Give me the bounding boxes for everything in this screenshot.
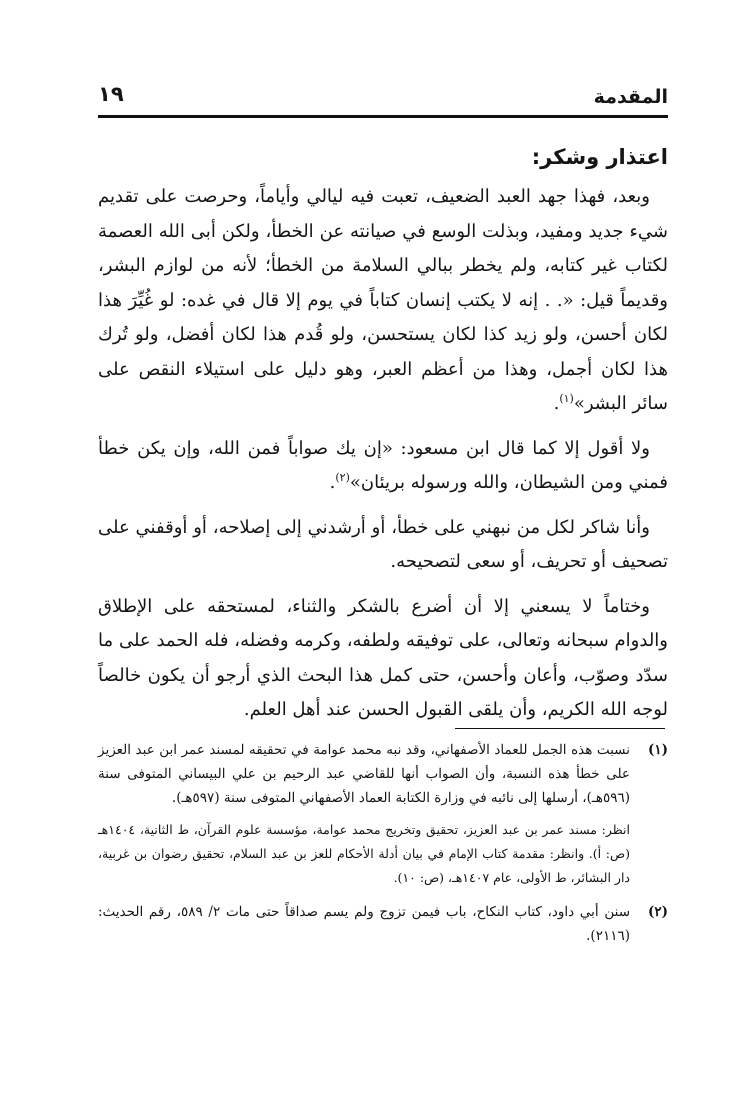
paragraph-end: . [553, 393, 560, 414]
footnote-body [98, 900, 630, 948]
header-divider [98, 115, 668, 118]
footnote-number: (١) [647, 742, 668, 758]
page-number: ١٩ [98, 82, 124, 106]
paragraph-end: . [329, 472, 336, 493]
paragraph: وختاماً لا يسعني إلا أن أضرع بالشكر والثناء، لمستحقه على الإطلاق والدوام سبحانه وتعالى، على توفيقه ولطفه، وكرمه وفضله، فله الحمد على ما سدّد وصوّب، وأعان وأحسن، حتى كمل هذا البحث الذي أرجو أن يكون خالصاً لوجه الله الكريم، وأن يلقى القبول الحسن عند أهل العلم. [98, 595, 668, 720]
footnote-divider [455, 728, 665, 729]
footnote-text: نسبت هذه الجمل للعماد الأصفهاني، وقد نبه محمد عوامة في تحقيقه لمسند عمر ابن عبد العزيز على خطأ هذه النسبة، وأن الصواب أنها للقاضي عبد الرحيم بن علي البيساني المتوفى سنة (٥٩٦هـ)، أرسلها إلى نائبه في وزارة الكتابة العماد الأصفهاني المتوفى سنة (٥٩٧هـ). [98, 742, 630, 806]
footnote-ref: (١) [559, 392, 574, 405]
paragraph-text: ولا أقول إلا كما قال ابن مسعود: «إن يك صواباً فمن الله، وإن يكن خطأ فمني ومن الشيطان، والله ورسوله بريئان» [98, 437, 668, 493]
footnote [98, 900, 668, 948]
paragraph [98, 432, 668, 501]
footnote-ref: (٢) [335, 471, 350, 484]
paragraph-text: وبعد، فهذا جهد العبد الضعيف، تعبت فيه ليالي وأياماً، وحرصت على تقديم شيء جديد ومفيد، وبذلت الوسع في صيانته عن الخطأ، ولكن أبى الله العصمة لكتاب غير كتابه، ولم يخطر ببالي السلامة من الخطأ؛ لأنه من لوازم البشر، وقديماً قيل: «. . إنه لا يكتب إنسان كتاباً في يوم إلا قال في غده: لو غُيِّرَ هذا لكان أحسن، ولو زيد كذا لكان يستحسن، ولو قُدم هذا لكان أفضل، ولو تُرك هذا لكان أجمل، وهذا من أعظم العبر، وهو دليل على استيلاء النقص على سائر البشر» [98, 186, 668, 414]
footnote-body [98, 738, 630, 890]
main-content [98, 140, 668, 738]
paragraph [98, 180, 668, 422]
paragraph: وأنا شاكر لكل من نبهني على خطأ، أو أرشدني إلى إصلاحه، أو أوقفني على تصحيف أو تحريف، أو سعى لتصحيحه. [98, 516, 668, 572]
page-header [98, 82, 668, 118]
footnote-reference: انظر: مسند عمر بن عبد العزيز، تحقيق وتخريج محمد عوامة، مؤسسة علوم القرآن، ط الثانية، ١٤٠٤هـ (ص: أ). وانظر: مقدمة كتاب الإمام في بيان أدلة الأحكام للعز بن عبد السلام، تحقيق رضوان بن غربية، دار البشائر، ط الأولى، عام ١٤٠٧هـ، (ص: ١٠). [98, 822, 630, 885]
footnote [98, 738, 668, 890]
chapter-title: المقدمة [593, 86, 668, 108]
footnote-text: سنن أبي داود، كتاب النكاح، باب فيمن تزوج ولم يسم صداقاً حتى مات ٢/ ٥٨٩، رقم الحديث: (٢١١٦). [98, 904, 631, 944]
section-heading: اعتذار وشكر: [531, 145, 668, 169]
footnote-number: (٢) [647, 904, 668, 920]
footnotes [98, 738, 668, 958]
